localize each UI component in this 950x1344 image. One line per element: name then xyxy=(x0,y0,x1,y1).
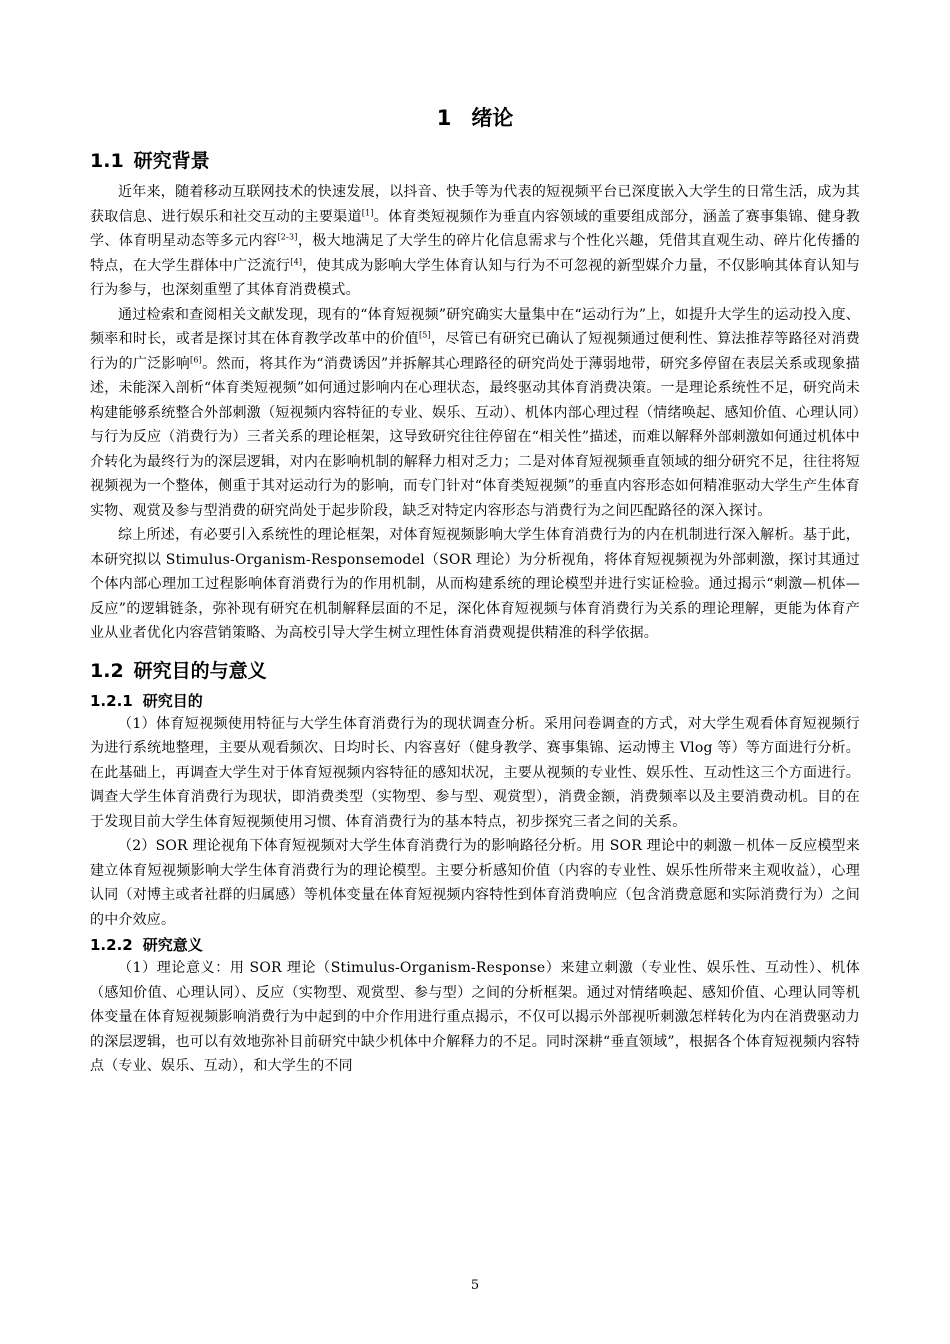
paragraph: 综上所述，有必要引入系统性的理论框架，对体育短视频影响大学生体育消费行为的内在机制进行深入解析。基于此，本研究拟以 Stimulus-Organism-Responsemodel（SOR 理论）为分析视角，将体育短视频视为外部刺激，探讨其通过个体内部心理加工过程影响体育消费行为的作用机制，从而构建系统的理论模型并进行实证检验。通过揭示“刺激—机体—反应”的逻辑链条，弥补现有研究在机制解释层面的不足，深化体育短视频与体育消费行为关系的理论理解，更能为体育产业从业者优化内容营销策略、为高校引导大学生树立理性体育消费观提供精准的科学依据。 xyxy=(90,527,860,641)
paragraph xyxy=(90,180,860,303)
section-title: 研究背景 xyxy=(133,150,210,172)
section-heading-1-1 xyxy=(90,146,860,176)
text-run: 通过检索和查阅相关文献发现，现有的“体育短视频”研究确实大量集中在“运动行为”上，如提升大学生的运动投入度、频率和时长，或者是探讨其在体育教学改革中的价值 xyxy=(90,306,860,347)
paragraph: （1）体育短视频使用特征与大学生体育消费行为的现状调查分析。采用问卷调查的方式，对大学生观看体育短视频行为进行系统地整理，主要从观看频次、日均时长、内容喜好（健身教学、赛事集锦、运动博主 Vlog 等）等方面进行分析。在此基础上，再调查大学生对于体育短视频内容特征的感知状况，主要从视频的专业性、娱乐性、互动性这三个方面进行。调查大学生体育消费行为现状，即消费类型（实物型、参与型、观赏型），消费金额，消费频率以及主要消费动机。目的在于发现目前大学生体育短视频使用习惯、体育消费行为的基本特点，初步探究三者之间的关系。 xyxy=(90,715,860,830)
chapter-title-text: 绪论 xyxy=(471,106,514,130)
paragraph: （1）理论意义：用 SOR 理论（Stimulus-Organism-Response）来建立刺激（专业性、娱乐性、互动性）、机体（感知价值、心理认同）、反应（实物型、观赏型、参与型）之间的分析框架。通过对情绪唤起、感知价值、心理认同等机体变量在体育短视频影响消费行为中起到的中介作用进行重点揭示，不仅可以揭示外部视听刺激怎样转化为内在消费驱动力的深层逻辑，也可以有效地弥补目前研究中缺少机体中介解释力的不足。同时深耕“垂直领域”，根据各个体育短视频内容特点（专业、娱乐、互动），和大学生的不同 xyxy=(90,960,860,1074)
subsection-title: 研究目的 xyxy=(142,691,203,710)
subsection-number: 1.2.2 xyxy=(90,936,133,954)
citation: [6] xyxy=(190,354,202,364)
page-content xyxy=(90,100,860,1079)
section-heading-1-2 xyxy=(90,656,860,686)
subsection-number: 1.2.1 xyxy=(90,691,133,710)
text-run: ，使其成为影响大学生体育认知与行为不可忽视的新型媒介力量，不仅影响其体育认知与行为参与，也深刻重塑了其体育消费模式。 xyxy=(90,257,860,298)
subsection-heading-1-2-1 xyxy=(90,690,860,712)
text-run: ，尽管已有研究已确认了短视频通过便利性、算法推荐等路径对消费行为的广泛影响 xyxy=(90,331,860,372)
page-number: 5 xyxy=(470,1278,480,1293)
text-run: 。体育类短视频作为垂直内容领域的重要组成部分，涵盖了赛事集锦、健身教学、体育明星动态等多元内容 xyxy=(90,208,860,249)
citation: [5] xyxy=(418,330,431,340)
section-number: 1.1 xyxy=(90,150,124,172)
text-run: 。然而，将其作为“消费诱因”并拆解其心理路径的研究尚处于薄弱地带，研究多停留在表层关系或现象描述，未能深入剖析“体育类短视频”如何通过影响内在心理状态，最终驱动其体育消费决策。一是理论系统性不足，研究尚未构建能够系统整合外部刺激（短视频内容特征的专业、娱乐、互动）、机体内部心理过程（情绪唤起、感知价值、心理认同）与行为反应（消费行为）三者关系的理论框架，这导致研究往往停留在“相关性”描述，而难以解释外部刺激如何通过机体中介转化为最终行为的深层逻辑，对内在影响机制的解释力相对乏力；二是对体育短视频垂直领域的细分研究不足，往往将短视频视为一个整体，侧重于其对运动行为的影响，而专门针对“体育类短视频”的垂直内容形态如何精准驱动大学生产生体育实物、观赏及参与型消费的研究尚处于起步阶段，缺乏对特定内容形态与消费行为之间匹配路径的深入探讨。 xyxy=(90,355,860,519)
paragraph: （2）SOR 理论视角下体育短视频对大学生体育消费行为的影响路径分析。用 SOR 理论中的刺激－机体－反应模型来建立体育短视频影响大学生体育消费行为的理论模型。主要分析感知价值（内容的专业性、娱乐性所带来主观收益），心理认同（对博主或者社群的归属感）等机体变量在体育短视频内容特性到体育消费响应（包含消费意愿和实际消费行为）之间的中介效应。 xyxy=(90,838,860,928)
citation: [1] xyxy=(361,207,374,217)
chapter-title xyxy=(90,100,860,136)
citation: [2-3] xyxy=(277,232,298,242)
text-run: ，极大地满足了大学生的碎片化信息需求与个性化兴趣，凭借其直观生动、碎片化传播的特点，在大学生群体中广泛流行 xyxy=(90,233,860,274)
paragraph xyxy=(90,303,860,524)
section-title: 研究目的与意义 xyxy=(133,659,267,682)
subsection-heading-1-2-2 xyxy=(90,934,860,956)
citation: [4] xyxy=(290,256,303,266)
subsection-title: 研究意义 xyxy=(142,936,203,954)
section-number: 1.2 xyxy=(90,659,124,682)
text-run: 近年来，随着移动互联网技术的快速发展，以抖音、快手等为代表的短视频平台已深度嵌入大学生的日常生活，成为其获取信息、进行娱乐和社交互动的主要渠道 xyxy=(90,184,860,225)
chapter-number: 1 xyxy=(436,106,452,130)
